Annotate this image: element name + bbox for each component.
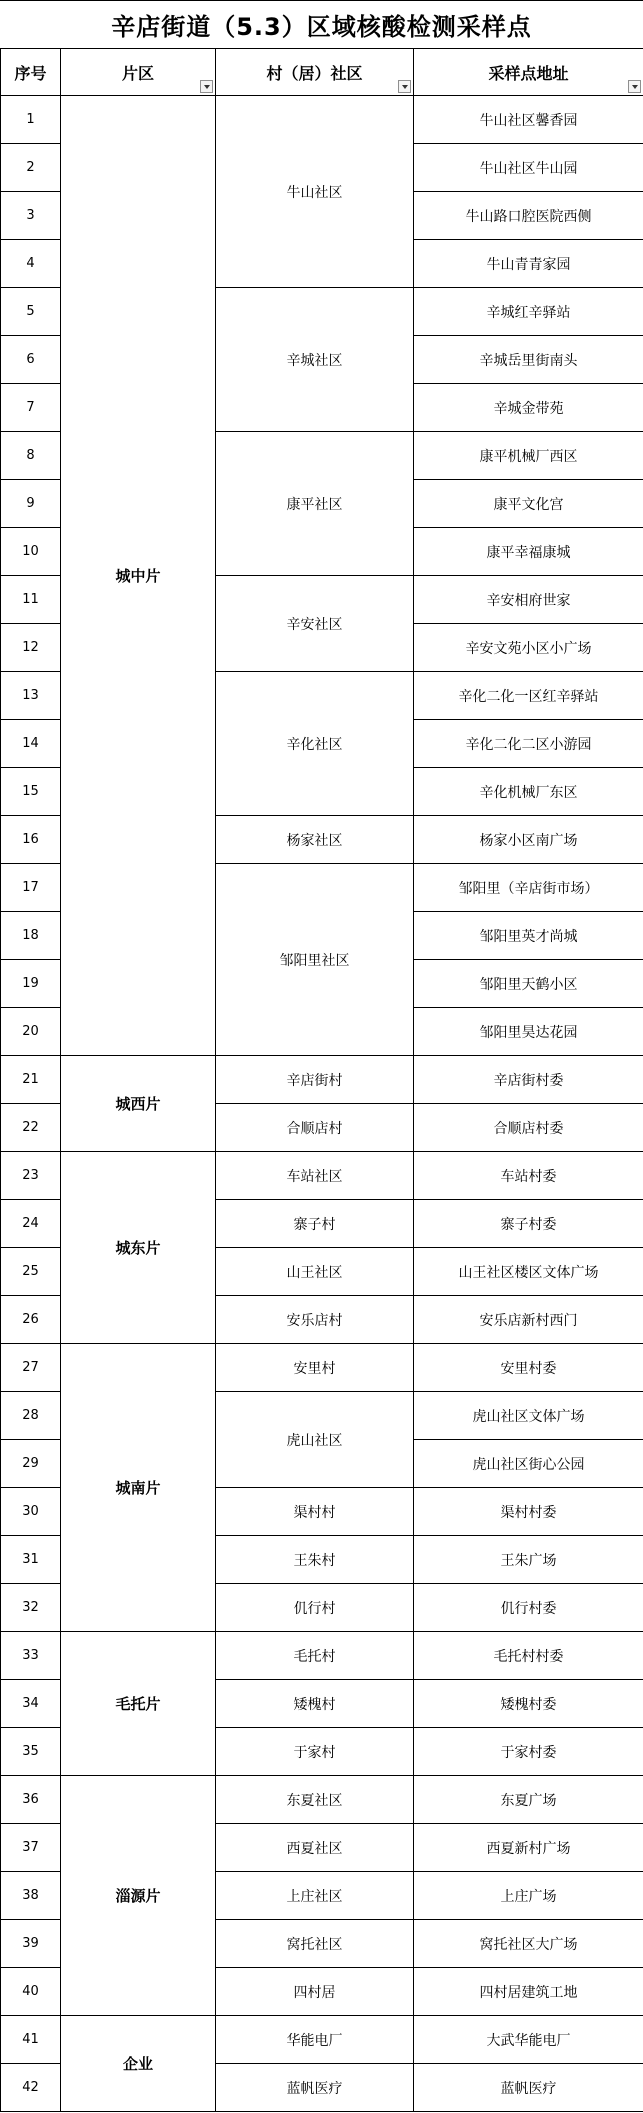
header-area [61,49,216,96]
seq-cell[interactable]: 24 [1,1200,61,1248]
site-cell[interactable]: 辛城岳里街南头 [414,336,643,384]
site-cell[interactable]: 辛店街村委 [414,1056,643,1104]
community-cell[interactable]: 合顺店村 [216,1104,414,1152]
community-cell[interactable]: 牛山社区 [216,96,414,288]
community-cell[interactable]: 于家村 [216,1728,414,1776]
site-cell[interactable]: 康平文化宫 [414,480,643,528]
community-cell[interactable]: 渠村村 [216,1488,414,1536]
area-cell[interactable]: 城西片 [61,1056,216,1152]
community-cell[interactable]: 王朱村 [216,1536,414,1584]
site-cell[interactable]: 渠村村委 [414,1488,643,1536]
site-cell[interactable]: 西夏新村广场 [414,1824,643,1872]
site-cell[interactable]: 上庄广场 [414,1872,643,1920]
filter-dropdown-icon[interactable] [200,80,213,93]
seq-cell[interactable]: 38 [1,1872,61,1920]
community-cell[interactable]: 辛城社区 [216,288,414,432]
community-cell[interactable]: 矮槐村 [216,1680,414,1728]
community-cell[interactable]: 四村居 [216,1968,414,2016]
header-row [1,49,643,96]
seq-cell[interactable]: 8 [1,432,61,480]
site-cell[interactable]: 虎山社区街心公园 [414,1440,643,1488]
site-cell[interactable]: 寨子村委 [414,1200,643,1248]
seq-cell[interactable]: 32 [1,1584,61,1632]
seq-cell[interactable]: 27 [1,1344,61,1392]
community-cell[interactable]: 毛托村 [216,1632,414,1680]
site-cell[interactable]: 辛安相府世家 [414,576,643,624]
community-cell[interactable]: 辛店街村 [216,1056,414,1104]
seq-cell[interactable]: 33 [1,1632,61,1680]
site-cell[interactable]: 于家村委 [414,1728,643,1776]
table-row [1,1056,643,1104]
site-cell[interactable]: 矮槐村委 [414,1680,643,1728]
filter-dropdown-icon[interactable] [628,80,641,93]
seq-cell[interactable]: 42 [1,2064,61,2112]
seq-cell[interactable]: 21 [1,1056,61,1104]
header-community [216,49,414,96]
site-cell[interactable]: 邹阳里天鹤小区 [414,960,643,1008]
community-cell[interactable]: 虎山社区 [216,1392,414,1488]
community-cell[interactable]: 西夏社区 [216,1824,414,1872]
site-cell[interactable]: 王朱广场 [414,1536,643,1584]
sampling-sites-table [0,48,643,2112]
community-cell[interactable]: 上庄社区 [216,1872,414,1920]
seq-cell[interactable]: 5 [1,288,61,336]
community-cell[interactable]: 山王社区 [216,1248,414,1296]
header-site-label: 采样点地址 [488,63,569,83]
site-cell[interactable]: 康平幸福康城 [414,528,643,576]
seq-cell[interactable]: 11 [1,576,61,624]
seq-cell[interactable]: 31 [1,1536,61,1584]
site-cell[interactable]: 仉行村委 [414,1584,643,1632]
community-cell[interactable]: 辛化社区 [216,672,414,816]
seq-cell[interactable]: 35 [1,1728,61,1776]
site-cell[interactable]: 辛化二化一区红辛驿站 [414,672,643,720]
site-cell[interactable]: 杨家小区南广场 [414,816,643,864]
site-cell[interactable]: 安乐店新村西门 [414,1296,643,1344]
table-row [1,1152,643,1200]
community-cell[interactable]: 康平社区 [216,432,414,576]
table-body [1,96,643,2112]
header-community-label: 村（居）社区 [266,63,363,83]
seq-cell[interactable]: 17 [1,864,61,912]
site-cell[interactable]: 邹阳里（辛店街市场） [414,864,643,912]
site-cell[interactable]: 辛城红辛驿站 [414,288,643,336]
community-cell[interactable]: 蓝帆医疗 [216,2064,414,2112]
seq-cell[interactable]: 25 [1,1248,61,1296]
seq-cell[interactable]: 34 [1,1680,61,1728]
site-cell[interactable]: 蓝帆医疗 [414,2064,643,2112]
seq-cell[interactable]: 2 [1,144,61,192]
filter-dropdown-icon[interactable] [398,80,411,93]
seq-cell[interactable]: 7 [1,384,61,432]
area-cell[interactable]: 毛托片 [61,1632,216,1776]
site-cell[interactable]: 辛城金带苑 [414,384,643,432]
seq-cell[interactable]: 13 [1,672,61,720]
sheet-title: 辛店街道（5.3）区域核酸检测采样点 [0,0,643,48]
area-cell[interactable]: 城中片 [61,96,216,1056]
site-cell[interactable]: 牛山社区馨香园 [414,96,643,144]
area-cell[interactable]: 城南片 [61,1344,216,1632]
seq-cell[interactable]: 1 [1,96,61,144]
community-cell[interactable]: 安里村 [216,1344,414,1392]
seq-cell[interactable]: 30 [1,1488,61,1536]
community-cell[interactable]: 安乐店村 [216,1296,414,1344]
seq-cell[interactable]: 19 [1,960,61,1008]
seq-cell[interactable]: 20 [1,1008,61,1056]
area-cell[interactable]: 淄源片 [61,1776,216,2016]
area-cell[interactable]: 城东片 [61,1152,216,1344]
site-cell[interactable]: 邹阳里昊达花园 [414,1008,643,1056]
site-cell[interactable]: 牛山社区牛山园 [414,144,643,192]
seq-cell[interactable]: 6 [1,336,61,384]
site-cell[interactable]: 牛山青青家园 [414,240,643,288]
site-cell[interactable]: 安里村委 [414,1344,643,1392]
seq-cell[interactable]: 22 [1,1104,61,1152]
site-cell[interactable]: 辛化机械厂东区 [414,768,643,816]
table-row [1,2016,643,2064]
seq-cell[interactable]: 28 [1,1392,61,1440]
community-cell[interactable]: 华能电厂 [216,2016,414,2064]
site-cell[interactable]: 辛化二化二区小游园 [414,720,643,768]
site-cell[interactable]: 东夏广场 [414,1776,643,1824]
area-cell[interactable]: 企业 [61,2016,216,2112]
seq-cell[interactable]: 14 [1,720,61,768]
seq-cell[interactable]: 37 [1,1824,61,1872]
header-area-label: 片区 [121,63,154,83]
seq-cell[interactable]: 41 [1,2016,61,2064]
header-seq [1,49,61,96]
seq-cell[interactable]: 3 [1,192,61,240]
seq-cell[interactable]: 12 [1,624,61,672]
seq-cell[interactable]: 36 [1,1776,61,1824]
seq-cell[interactable]: 9 [1,480,61,528]
site-cell[interactable]: 四村居建筑工地 [414,1968,643,2016]
site-cell[interactable]: 康平机械厂西区 [414,432,643,480]
community-cell[interactable]: 辛安社区 [216,576,414,672]
site-cell[interactable]: 毛托村村委 [414,1632,643,1680]
table-row [1,1776,643,1824]
community-cell[interactable]: 窝托社区 [216,1920,414,1968]
header-seq-label: 序号 [14,63,47,83]
table-row [1,1632,643,1680]
community-cell[interactable]: 邹阳里社区 [216,864,414,1056]
seq-cell[interactable]: 10 [1,528,61,576]
community-cell[interactable]: 仉行村 [216,1584,414,1632]
community-cell[interactable]: 杨家社区 [216,816,414,864]
seq-cell[interactable]: 18 [1,912,61,960]
table-row [1,1344,643,1392]
seq-cell[interactable]: 16 [1,816,61,864]
seq-cell[interactable]: 29 [1,1440,61,1488]
site-cell[interactable]: 牛山路口腔医院西侧 [414,192,643,240]
site-cell[interactable]: 合顺店村委 [414,1104,643,1152]
seq-cell[interactable]: 40 [1,1968,61,2016]
seq-cell[interactable]: 15 [1,768,61,816]
seq-cell[interactable]: 39 [1,1920,61,1968]
site-cell[interactable]: 大武华能电厂 [414,2016,643,2064]
site-cell[interactable]: 辛安文苑小区小广场 [414,624,643,672]
table-row [1,96,643,144]
header-site [414,49,643,96]
site-cell[interactable]: 虎山社区文体广场 [414,1392,643,1440]
seq-cell[interactable]: 23 [1,1152,61,1200]
site-cell[interactable]: 车站村委 [414,1152,643,1200]
site-cell[interactable]: 山王社区楼区文体广场 [414,1248,643,1296]
community-cell[interactable]: 寨子村 [216,1200,414,1248]
site-cell[interactable]: 窝托社区大广场 [414,1920,643,1968]
community-cell[interactable]: 东夏社区 [216,1776,414,1824]
seq-cell[interactable]: 4 [1,240,61,288]
seq-cell[interactable]: 26 [1,1296,61,1344]
site-cell[interactable]: 邹阳里英才尚城 [414,912,643,960]
community-cell[interactable]: 车站社区 [216,1152,414,1200]
